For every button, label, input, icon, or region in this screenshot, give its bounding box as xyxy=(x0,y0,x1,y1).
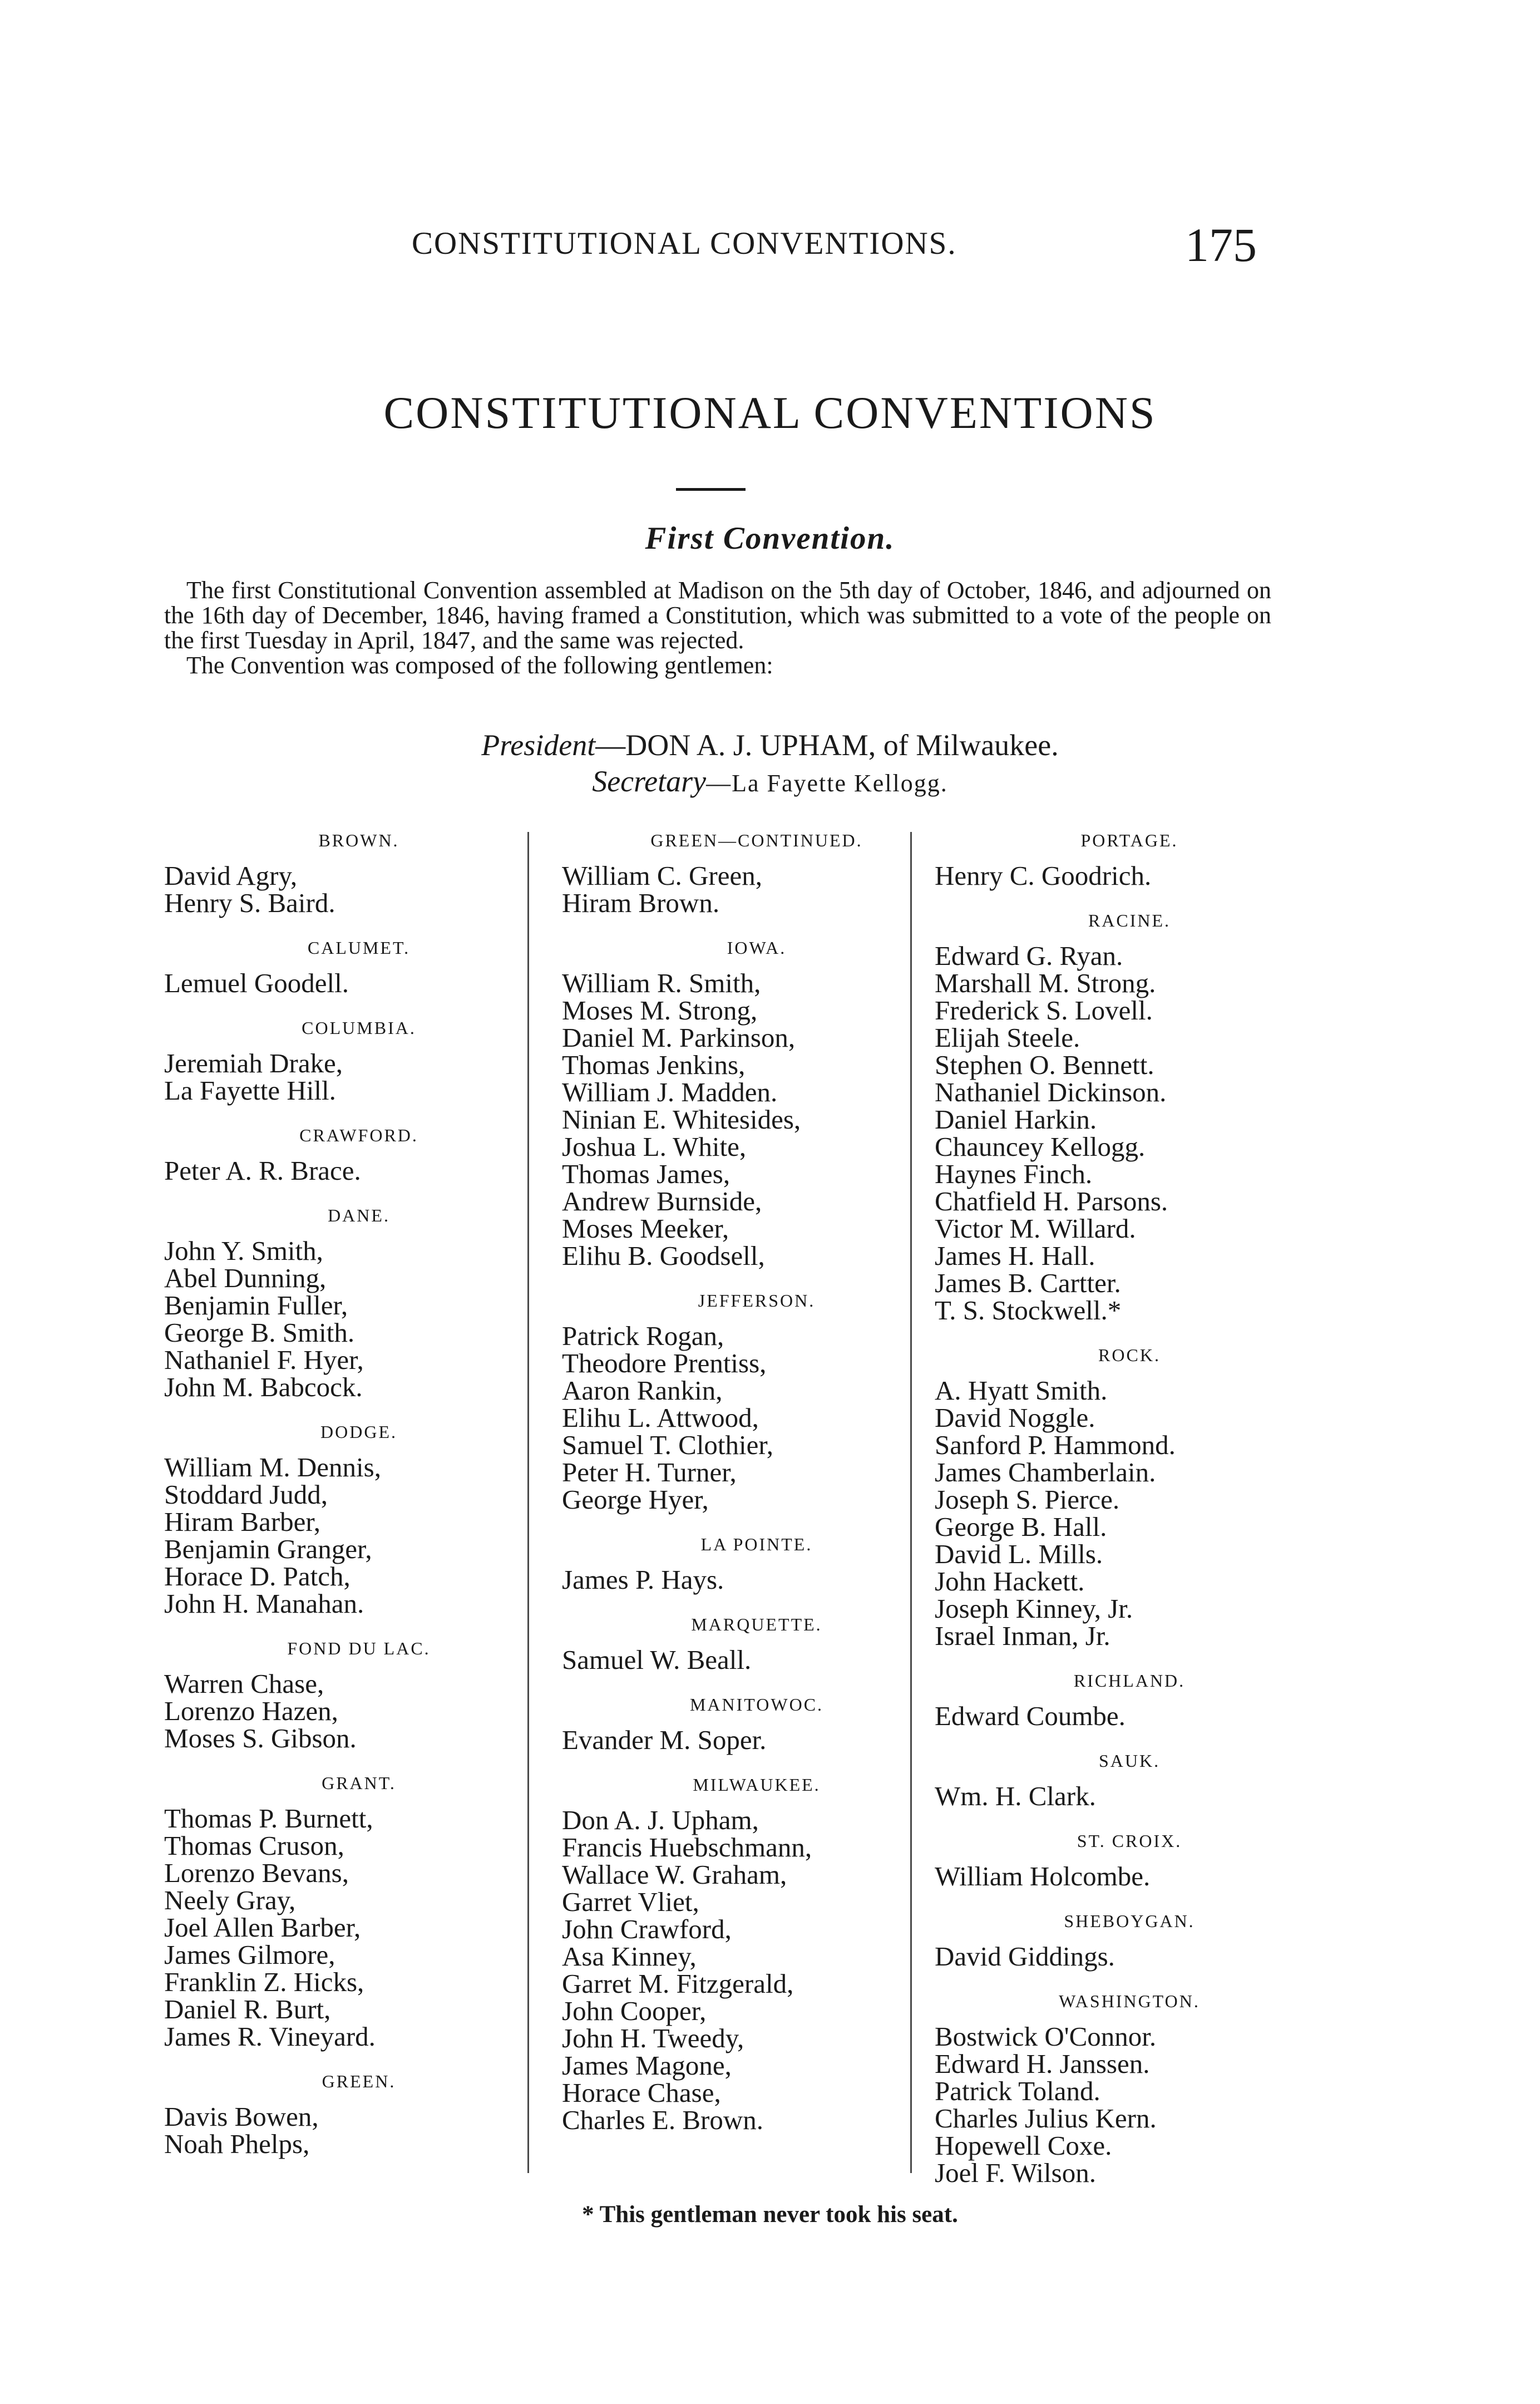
county-block xyxy=(164,1011,554,1104)
county-heading: RACINE. xyxy=(1088,910,1171,930)
president-place: of Milwaukee. xyxy=(876,728,1059,762)
county-block xyxy=(935,1984,1324,2186)
column-divider xyxy=(527,832,529,2173)
county-block xyxy=(562,1688,951,1753)
county-block xyxy=(164,1199,554,1401)
member-name: Israel Inman, Jr. xyxy=(935,1620,1110,1651)
member-name: William M. Dennis, xyxy=(164,1452,381,1482)
footnote: * This gentleman never took his seat. xyxy=(582,2201,958,2228)
member-name: Noah Phelps, xyxy=(164,2129,310,2159)
county-heading: MANITOWOC. xyxy=(689,1694,824,1715)
member-name: Wm. H. Clark. xyxy=(935,1781,1096,1811)
president-label: President xyxy=(481,728,596,762)
member-name: Haynes Finch. xyxy=(935,1159,1093,1189)
members-column xyxy=(562,824,951,2148)
member-name: Daniel R. Burt, xyxy=(164,1994,331,2024)
member-name: Davis Bowen, xyxy=(164,2101,319,2132)
county-block xyxy=(935,1744,1324,1810)
county-heading: DODGE. xyxy=(320,1422,397,1442)
county-block xyxy=(562,1608,951,1673)
member-name: James B. Cartter. xyxy=(935,1268,1121,1298)
member-name: Neely Gray, xyxy=(164,1885,296,1915)
member-name: Peter A. R. Brace. xyxy=(164,1155,361,1186)
member-name: Charles E. Brown. xyxy=(562,2105,763,2135)
member-name: James R. Vineyard. xyxy=(164,2021,376,2052)
page-title: CONSTITUTIONAL CONVENTIONS xyxy=(383,387,1157,438)
county-block xyxy=(164,1119,554,1184)
member-name: Theodore Prentiss, xyxy=(562,1348,767,1378)
county-heading: ROCK. xyxy=(1098,1345,1161,1365)
member-name: James H. Hall. xyxy=(935,1240,1095,1271)
member-name: Abel Dunning, xyxy=(164,1263,327,1293)
county-block xyxy=(562,1284,951,1513)
secretary-label: Secretary xyxy=(592,765,707,798)
member-name: Samuel T. Clothier, xyxy=(562,1430,774,1460)
member-name: David Noggle. xyxy=(935,1402,1095,1433)
county-heading: CRAWFORD. xyxy=(299,1125,418,1145)
members-column xyxy=(935,824,1324,2201)
member-name: Benjamin Granger, xyxy=(164,1534,372,1564)
member-name: Moses M. Strong, xyxy=(562,995,758,1026)
member-name: Lorenzo Bevans, xyxy=(164,1858,349,1888)
member-name: Hiram Brown. xyxy=(562,888,720,918)
county-block xyxy=(935,1338,1324,1649)
county-block xyxy=(164,1632,554,1752)
member-name: Daniel Harkin. xyxy=(935,1104,1097,1135)
member-name: Francis Huebschmann, xyxy=(562,1832,812,1863)
county-heading: GREEN. xyxy=(322,2071,396,2091)
county-heading: RICHLAND. xyxy=(1073,1671,1186,1691)
member-name: Nathaniel F. Hyer, xyxy=(164,1344,364,1375)
member-name: Aaron Rankin, xyxy=(562,1375,723,1406)
member-name: Hopewell Coxe. xyxy=(935,2130,1112,2161)
county-heading: DANE. xyxy=(328,1205,390,1225)
member-name: Joseph S. Pierce. xyxy=(935,1484,1120,1515)
member-name: Franklin Z. Hicks, xyxy=(164,1967,364,1997)
county-heading: WASHINGTON. xyxy=(1059,1991,1200,2011)
member-name: A. Hyatt Smith. xyxy=(935,1375,1108,1406)
member-name: Chatfield H. Parsons. xyxy=(935,1186,1168,1216)
member-name: Wallace W. Graham, xyxy=(562,1859,787,1890)
page-number: 175 xyxy=(1185,218,1257,272)
member-name: Daniel M. Parkinson, xyxy=(562,1022,796,1053)
county-block xyxy=(164,1766,554,2050)
member-name: John M. Babcock. xyxy=(164,1372,363,1402)
section-subtitle: First Convention. xyxy=(645,521,895,556)
member-name: William C. Green, xyxy=(562,860,762,891)
member-name: Moses S. Gibson. xyxy=(164,1723,357,1753)
county-heading: GRANT. xyxy=(322,1773,396,1793)
member-name: Patrick Toland. xyxy=(935,2076,1100,2106)
member-name: Nathaniel Dickinson. xyxy=(935,1077,1167,1107)
member-name: John Cooper, xyxy=(562,1996,707,2026)
member-name: David Agry, xyxy=(164,860,298,891)
member-name: James Chamberlain. xyxy=(935,1457,1156,1487)
county-heading: ST. CROIX. xyxy=(1077,1831,1182,1851)
county-heading: SHEBOYGAN. xyxy=(1064,1911,1195,1931)
member-name: Asa Kinney, xyxy=(562,1941,697,1972)
county-heading: GREEN—CONTINUED. xyxy=(650,830,863,850)
county-block xyxy=(164,1415,554,1617)
secretary-name: —La Fayette Kellogg. xyxy=(706,770,948,797)
member-name: Edward H. Janssen. xyxy=(935,2048,1150,2079)
member-name: Lemuel Goodell. xyxy=(164,968,349,998)
member-name: Sanford P. Hammond. xyxy=(935,1430,1176,1460)
intro-text xyxy=(164,578,1271,678)
county-heading: PORTAGE. xyxy=(1080,830,1178,850)
member-name: Ninian E. Whitesides, xyxy=(562,1104,801,1135)
member-name: George B. Smith. xyxy=(164,1317,355,1348)
member-name: Victor M. Willard. xyxy=(935,1213,1136,1244)
member-name: John H. Manahan. xyxy=(164,1588,364,1619)
county-block xyxy=(935,1824,1324,1890)
member-name: Peter H. Turner, xyxy=(562,1457,737,1487)
member-name: Elihu B. Goodsell, xyxy=(562,1240,765,1271)
member-name: Thomas James, xyxy=(562,1159,730,1189)
secretary-line xyxy=(0,764,1540,799)
member-name: William R. Smith, xyxy=(562,968,761,998)
member-name: Charles Julius Kern. xyxy=(935,2103,1157,2134)
column-divider xyxy=(910,832,912,2173)
county-block xyxy=(935,1664,1324,1730)
member-name: Samuel W. Beall. xyxy=(562,1644,752,1675)
county-block xyxy=(562,1528,951,1593)
member-name: Benjamin Fuller, xyxy=(164,1290,348,1321)
county-heading: MARQUETTE. xyxy=(691,1614,822,1634)
county-heading: FOND DU LAC. xyxy=(287,1638,431,1658)
member-name: Thomas Jenkins, xyxy=(562,1050,746,1080)
county-block xyxy=(935,824,1324,889)
member-name: Edward G. Ryan. xyxy=(935,940,1123,971)
member-name: John Crawford, xyxy=(562,1914,732,1944)
intro-paragraph: The first Constitutional Convention assembled at Madison on the 5th day of October, 1846, and adjourned on the 16th day of December, 1846, having framed a Constitution, which was submitted to a vote of the people on the first Tuesday in April, 1847, and the same was rejected. xyxy=(164,577,1271,654)
member-name: William Holcombe. xyxy=(935,1861,1151,1891)
county-block xyxy=(164,2065,554,2157)
member-name: Edward Coumbe. xyxy=(935,1701,1126,1731)
member-name: Thomas Cruson, xyxy=(164,1830,344,1861)
county-block xyxy=(562,931,951,1269)
running-head-title: CONSTITUTIONAL CONVENTIONS. xyxy=(412,226,957,261)
member-name: La Fayette Hill. xyxy=(164,1075,336,1106)
member-name: Joel F. Wilson. xyxy=(935,2157,1096,2188)
member-name: William J. Madden. xyxy=(562,1077,778,1107)
county-heading: JEFFERSON. xyxy=(698,1290,816,1311)
member-name: Henry C. Goodrich. xyxy=(935,860,1152,891)
member-name: Frederick S. Lovell. xyxy=(935,995,1153,1026)
county-heading: LA POINTE. xyxy=(700,1534,813,1554)
member-name: Jeremiah Drake, xyxy=(164,1048,343,1078)
president-name: —DON A. J. UPHAM, xyxy=(595,728,876,762)
county-heading: IOWA. xyxy=(727,938,787,958)
member-name: Andrew Burnside, xyxy=(562,1186,762,1216)
county-heading: CALUMET. xyxy=(307,938,411,958)
member-name: James Magone, xyxy=(562,2050,732,2081)
county-block xyxy=(164,824,554,917)
member-name: James Gilmore, xyxy=(164,1939,335,1970)
intro-paragraph: The Convention was composed of the following gentlemen: xyxy=(186,652,773,679)
president-line xyxy=(0,728,1540,762)
county-heading: SAUK. xyxy=(1098,1751,1161,1771)
member-name: George Hyer, xyxy=(562,1484,709,1515)
member-name: Garret Vliet, xyxy=(562,1886,699,1917)
member-name: Stoddard Judd, xyxy=(164,1479,328,1510)
member-name: Bostwick O'Connor. xyxy=(935,2021,1157,2052)
member-name: Joel Allen Barber, xyxy=(164,1912,361,1943)
member-name: John H. Tweedy, xyxy=(562,2023,744,2053)
county-heading: COLUMBIA. xyxy=(302,1018,416,1038)
member-name: Joshua L. White, xyxy=(562,1131,747,1162)
member-name: Horace D. Patch, xyxy=(164,1561,351,1592)
member-name: John Hackett. xyxy=(935,1566,1085,1597)
county-heading: BROWN. xyxy=(318,830,399,850)
member-name: James P. Hays. xyxy=(562,1564,724,1595)
member-name: John Y. Smith, xyxy=(164,1235,323,1266)
member-name: David Giddings. xyxy=(935,1941,1115,1972)
member-name: David L. Mills. xyxy=(935,1539,1103,1569)
member-name: Stephen O. Bennett. xyxy=(935,1050,1154,1080)
member-name: Patrick Rogan, xyxy=(562,1321,724,1351)
county-block xyxy=(935,904,1324,1324)
member-name: Evander M. Soper. xyxy=(562,1725,767,1755)
member-name: Marshall M. Strong. xyxy=(935,968,1156,998)
member-name: Chauncey Kellogg. xyxy=(935,1131,1146,1162)
member-name: Don A. J. Upham, xyxy=(562,1805,759,1835)
county-block xyxy=(935,1904,1324,1970)
county-heading: MILWAUKEE. xyxy=(693,1775,821,1795)
member-name: Horace Chase, xyxy=(562,2077,721,2108)
member-name: Lorenzo Hazen, xyxy=(164,1696,338,1726)
member-name: Thomas P. Burnett, xyxy=(164,1803,373,1834)
member-name: Elihu L. Attwood, xyxy=(562,1402,759,1433)
county-block xyxy=(562,824,951,917)
county-block xyxy=(562,1768,951,2134)
county-block xyxy=(164,931,554,997)
member-name: Joseph Kinney, Jr. xyxy=(935,1593,1133,1624)
member-name: Warren Chase, xyxy=(164,1668,324,1699)
member-name: Henry S. Baird. xyxy=(164,888,335,918)
member-name: Hiram Barber, xyxy=(164,1506,321,1537)
member-name: Garret M. Fitzgerald, xyxy=(562,1968,794,1999)
title-rule xyxy=(676,488,746,491)
member-name: Elijah Steele. xyxy=(935,1022,1080,1053)
members-column xyxy=(164,824,554,2172)
member-name: Moses Meeker, xyxy=(562,1213,729,1244)
member-name: T. S. Stockwell.* xyxy=(935,1295,1122,1326)
member-name: George B. Hall. xyxy=(935,1511,1107,1542)
